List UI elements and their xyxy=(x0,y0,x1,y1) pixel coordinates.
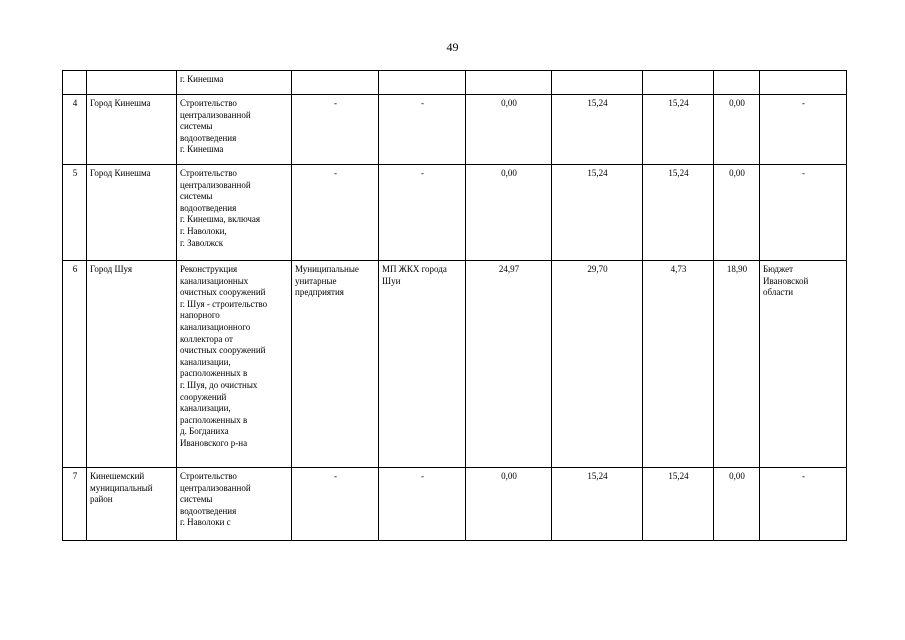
cell-org-name: - xyxy=(379,468,466,541)
cell-municipality xyxy=(87,71,177,95)
cell-value-1: 24,97 xyxy=(466,261,552,468)
cell-value-4: 0,00 xyxy=(714,165,760,261)
cell-value-1: 0,00 xyxy=(466,95,552,165)
cell-value-2: 15,24 xyxy=(552,95,643,165)
data-table xyxy=(62,70,847,541)
cell-org-name: - xyxy=(379,165,466,261)
cell-num: 6 xyxy=(63,261,87,468)
cell-source: - xyxy=(760,468,847,541)
cell-work: Строительство централизованной системы водоотведения г. Кинешма xyxy=(177,95,292,165)
cell-municipality: Город Кинешма xyxy=(87,165,177,261)
table-row xyxy=(63,261,847,468)
cell-municipality: Кинешемский муниципальный район xyxy=(87,468,177,541)
cell-org-name: МП ЖКХ города Шуи xyxy=(379,261,466,468)
cell-value-3: 15,24 xyxy=(643,165,714,261)
cell-source: - xyxy=(760,165,847,261)
cell-value-4: 0,00 xyxy=(714,468,760,541)
cell-source: - xyxy=(760,95,847,165)
cell-num xyxy=(63,71,87,95)
cell-org-type: Муниципальные унитарные предприятия xyxy=(292,261,379,468)
cell-value-3: 4,73 xyxy=(643,261,714,468)
cell-org-type: - xyxy=(292,95,379,165)
cell-value-1: 0,00 xyxy=(466,165,552,261)
cell-work: Строительство централизованной системы водоотведения г. Наволоки с xyxy=(177,468,292,541)
cell-num: 7 xyxy=(63,468,87,541)
work-text: г. Кинешма xyxy=(180,74,224,84)
cell-org-name: - xyxy=(379,95,466,165)
cell-municipality: Город Кинешма xyxy=(87,95,177,165)
table-row xyxy=(63,165,847,261)
cell-value-3: 15,24 xyxy=(643,95,714,165)
cell-org-type: - xyxy=(292,165,379,261)
cell-municipality: Город Шуя xyxy=(87,261,177,468)
cell-value-1: 0,00 xyxy=(466,468,552,541)
cell-work: Реконструкция канализационных очистных сооружений г. Шуя - строительство напорного канализационного коллектора от очистных сооружений канализации, расположенных в г. Шуя, до очистных сооружений канализации, расположенных в д. Богданиха Ивановского р-на xyxy=(177,261,292,468)
cell-value-4: 18,90 xyxy=(714,261,760,468)
cell-org-type: - xyxy=(292,468,379,541)
cell-work xyxy=(177,71,292,95)
table-row xyxy=(63,468,847,541)
table-row-continuation xyxy=(63,71,847,95)
cell-num: 4 xyxy=(63,95,87,165)
cell-value-4: 0,00 xyxy=(714,95,760,165)
cell-num: 5 xyxy=(63,165,87,261)
cell-value-2: 15,24 xyxy=(552,165,643,261)
page-number: 49 xyxy=(446,40,459,54)
cell-value-2: 29,70 xyxy=(552,261,643,468)
table-row xyxy=(63,95,847,165)
cell-work: Строительство централизованной системы водоотведения г. Кинешма, включая г. Наволоки, г. Заволжск xyxy=(177,165,292,261)
cell-value-2: 15,24 xyxy=(552,468,643,541)
cell-source: Бюджет Ивановской области xyxy=(760,261,847,468)
cell-value-3: 15,24 xyxy=(643,468,714,541)
